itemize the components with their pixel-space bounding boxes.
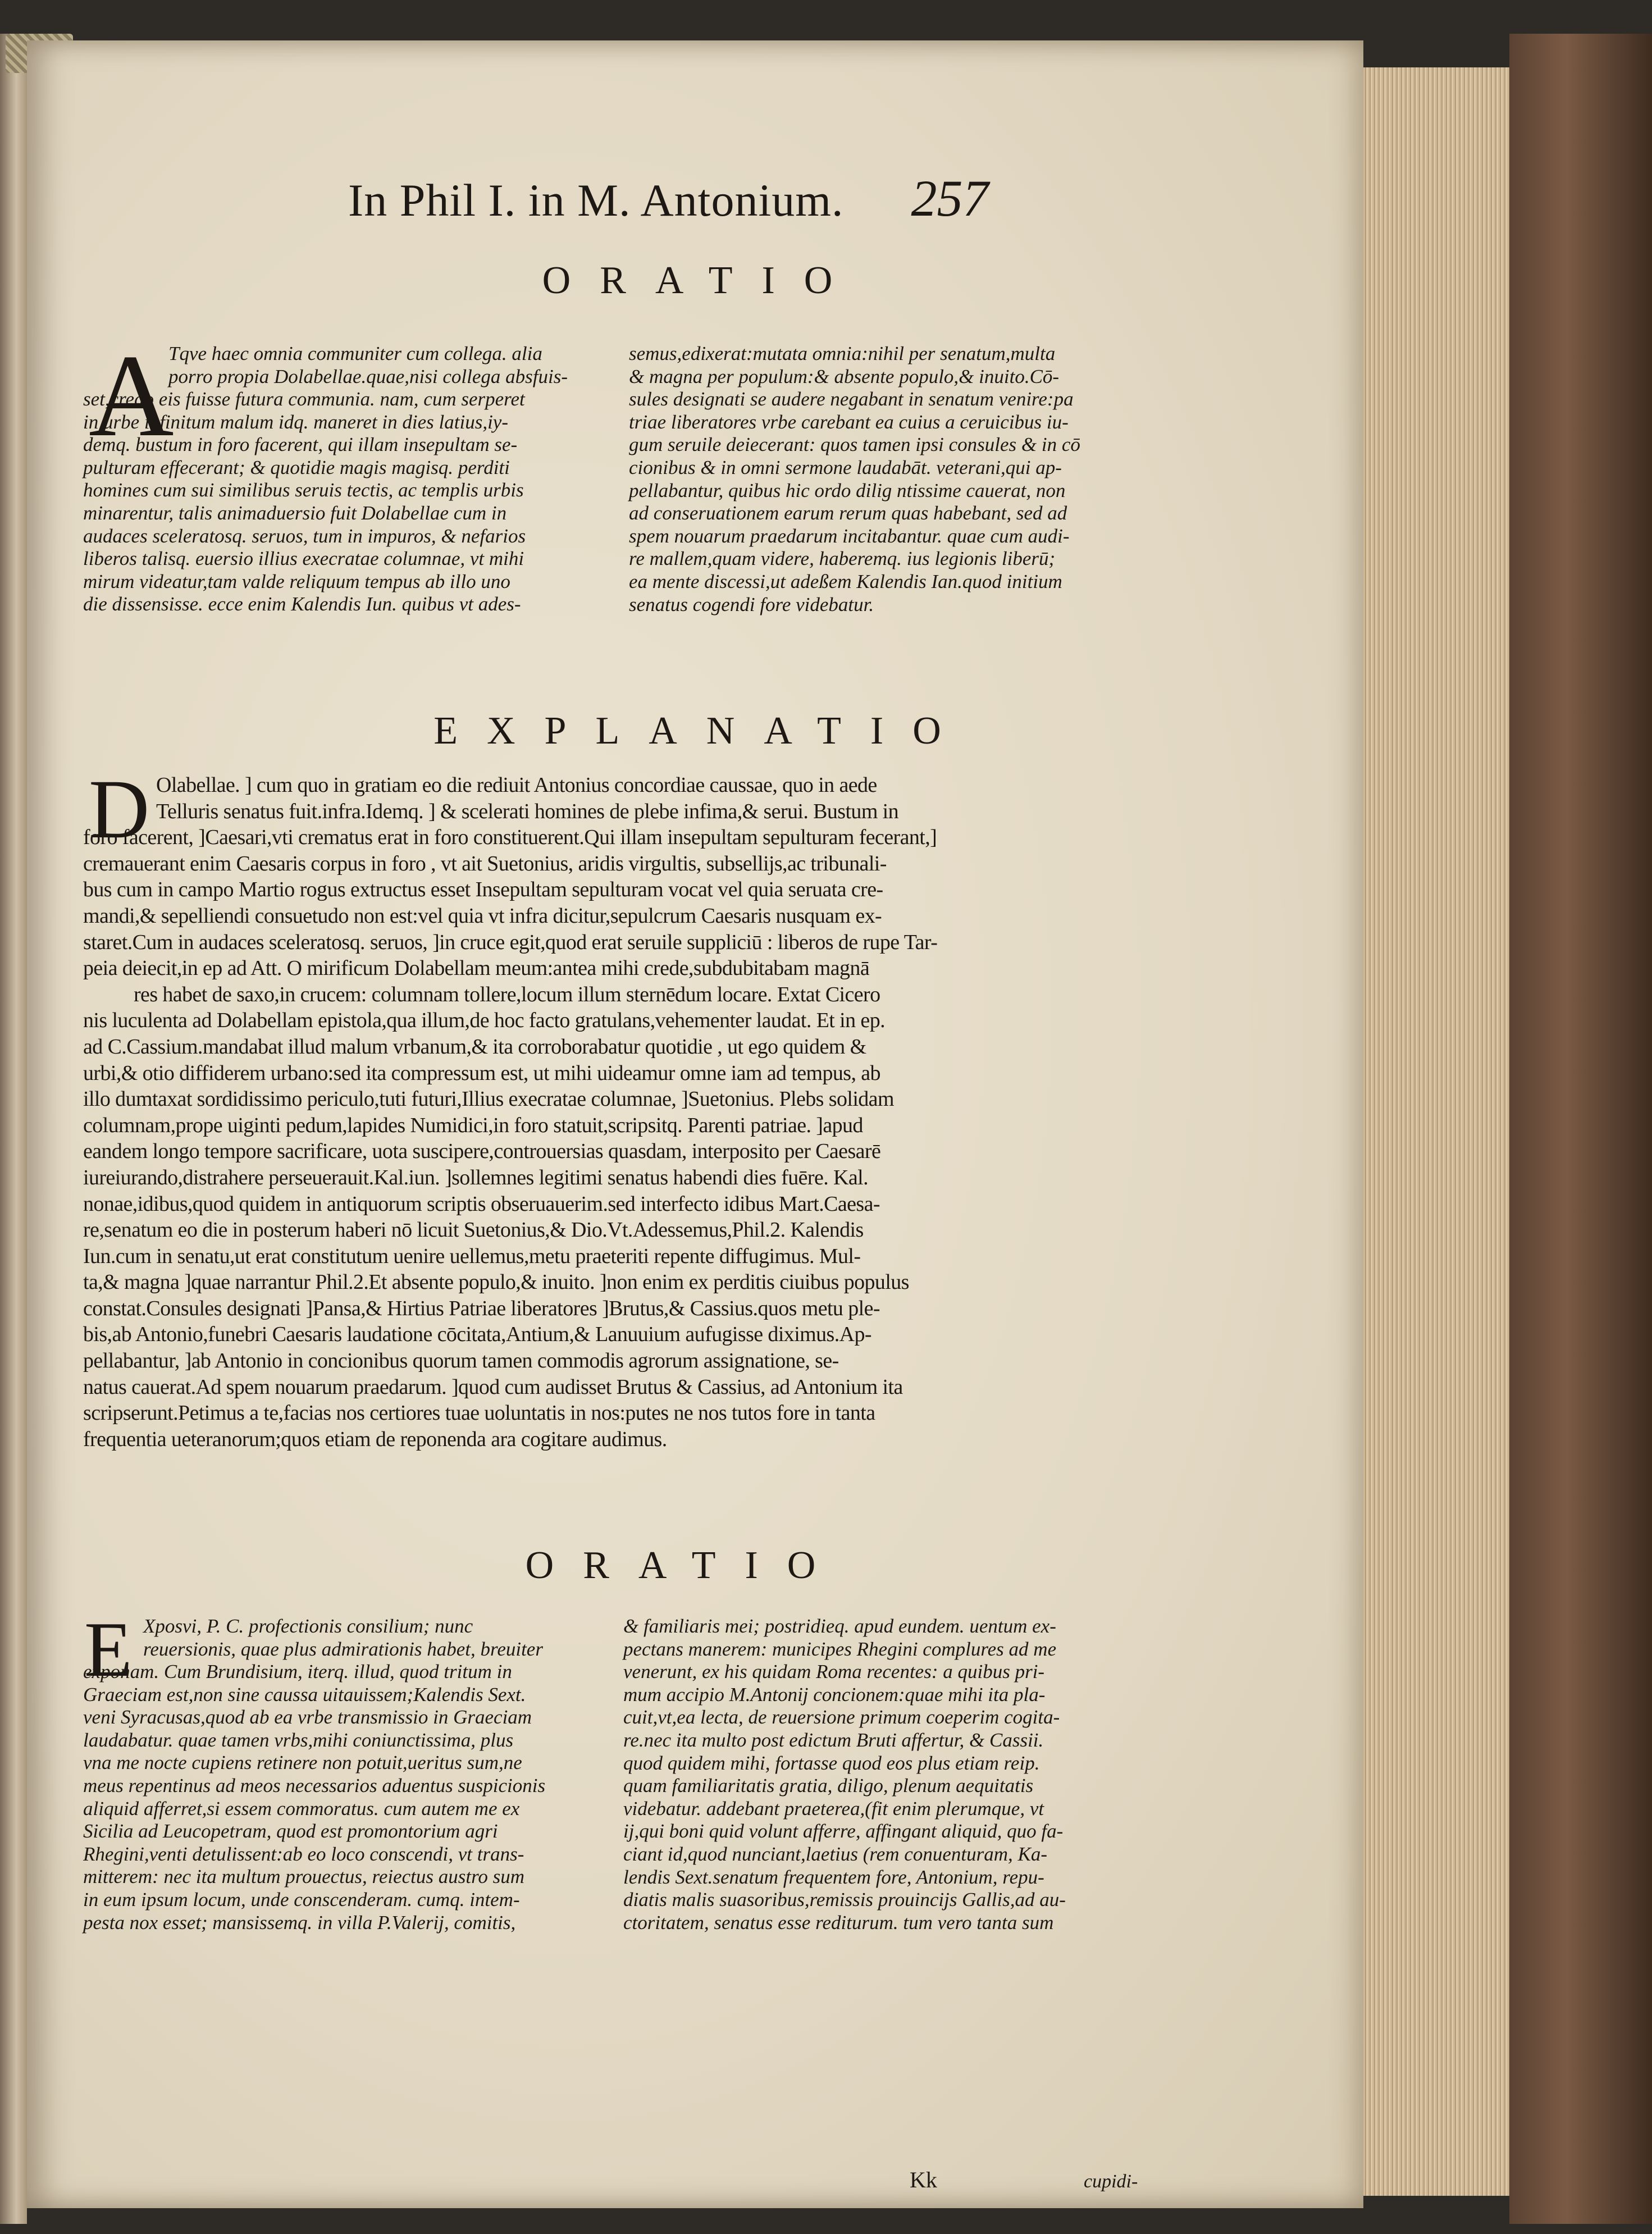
text-line: liberos talisq. euersio illius execratae columnae, vt mihi bbox=[83, 548, 524, 570]
text-line: laudabatur. quae tamen vrbs,mihi coniunctissima, plus bbox=[83, 1729, 514, 1751]
text-line: pectans manerem: municipes Rhegini complures ad me bbox=[623, 1638, 1057, 1660]
text-line: audaces sceleratosq. seruos, tum in impuros, & nefarios bbox=[83, 525, 526, 547]
text-line: illo dumtaxat sordidissimo periculo,tuti futuri,Illius execratae columnae, ]Suetonius. Plebs solidam bbox=[83, 1087, 894, 1111]
text-line: nis luculenta ad Dolabellam epistola,qua illum,de hoc facto gratulans,vehementer laudat. Et in ep. bbox=[83, 1009, 885, 1033]
text-line: pellabantur, quibus hic ordo dilig ntissime cauerat, non bbox=[629, 479, 1066, 501]
section-title-oratio-1: ORATIO bbox=[542, 259, 862, 302]
text-line: mirum videatur,tam valde reliquum tempus ab illo uno bbox=[83, 570, 510, 592]
text-line: frequentia ueteranorum;quos etiam de reponenda ara cogitare audimus. bbox=[83, 1427, 667, 1451]
text-line: in urbe infinitum malum idq. maneret in dies latius,iy- bbox=[83, 411, 508, 433]
text-line: mum accipio M.Antonij concionem:quae mihi ita pla- bbox=[623, 1683, 1046, 1706]
text-line: foro facerent, ]Caesari,vti crematus erat in foro constituerent.Qui illam insepultam sepulturam fecerant,] bbox=[83, 826, 937, 850]
section-title-explanatio: EXPLANATIO bbox=[433, 709, 970, 753]
text-line: re.nec ita multo post edictum Bruti affertur, & Cassii. bbox=[623, 1729, 1044, 1751]
text-line: semus,edixerat:mutata omnia:nihil per senatum,multa bbox=[629, 343, 1056, 364]
text-line: bis,ab Antonio,funebri Caesaris laudatione cōcitata,Antium,& Lanuuium aufugisse diximus.Ap- bbox=[83, 1323, 871, 1347]
text-line: ij,qui boni quid volunt afferre, affingant aliquid, quo fa- bbox=[623, 1820, 1064, 1843]
oratio-2-right-column bbox=[623, 1615, 1146, 1934]
text-line: res habet de saxo,in crucem: columnam tollere,locum illum sternēdum locare. Extat Cicero bbox=[134, 982, 880, 1006]
text-line: videbatur. addebant praeterea,(fit enim plerumque, vt bbox=[623, 1797, 1044, 1820]
oratio-1-left-column-cont bbox=[83, 388, 612, 616]
catchword: cupidi- bbox=[1084, 2171, 1138, 2192]
text-line: ctoritatem, senatus esse rediturum. tum vero tanta sum bbox=[623, 1911, 1054, 1934]
text-line: & magna per populum:& absente populo,& inuito.Cō- bbox=[629, 365, 1060, 387]
dropcap-e: E bbox=[84, 1606, 133, 1693]
text-line: ad C.Cassium.mandabat illud malum vrbanum,& ita corroborabatur quotidie , ut ego quidem & bbox=[83, 1034, 866, 1059]
text-line: peia deiecit,in ep ad Att. O mirificum Dolabellam meum:antea mihi crede,subdubitabam magnā bbox=[83, 956, 870, 981]
text-line: sules designati se audere negabant in senatum venire:pa bbox=[629, 388, 1074, 411]
text-line: diatis malis suasoribus,remissis prouincijs Gallis,ad au- bbox=[623, 1889, 1066, 1911]
running-title: In Phil I. in M. Antonium. bbox=[348, 175, 844, 226]
text-line: set,credo eis fuisse futura communia. nam, cum serperet bbox=[83, 388, 525, 410]
text-line: triae liberatores vrbe carebant ea cuius a ceruicibus iu- bbox=[629, 411, 1069, 433]
text-line: & familiaris mei; postridieq. apud eundem. uentum ex- bbox=[623, 1615, 1056, 1637]
text-line: mandi,& sepelliendi consuetudo non est:vel quia vt infra dicitur,sepulcrum Caesaris nusquam ex- bbox=[83, 904, 882, 928]
signature-mark: Kk bbox=[910, 2167, 937, 2192]
text-line: iureiurando,distrahere perseuerauit.Kal.iun. ]sollemnes legitimi senatus habendi dies fuēre. Kal. bbox=[83, 1165, 868, 1189]
text-line: quam familiaritatis gratia, diligo, plenum aequitatis bbox=[623, 1775, 1034, 1797]
text-line: nonae,idibus,quod quidem in antiquorum scriptis obseruauerim.sed interfecto idibus Mart.Caesa- bbox=[83, 1192, 880, 1216]
text-line: Telluris senatus fuit.infra.Idemq. ] & scelerati homines de plebe infima,& serui. Bustum in bbox=[156, 799, 899, 823]
section-title-oratio-2: ORATIO bbox=[525, 1544, 845, 1587]
text-line: lendis Sext.senatum frequentem fore, Antonium, repu- bbox=[623, 1866, 1044, 1888]
oratio-1-right-column bbox=[629, 343, 1146, 616]
text-line: spem nouarum praedarum incitabantur. quae cum audi- bbox=[629, 525, 1070, 547]
text-line: reuersionis, quae plus admirationis habet, breuiter bbox=[143, 1638, 543, 1660]
leather-cover-board bbox=[1509, 34, 1652, 2224]
text-line: pulturam effecerant; & quotidie magis magisq. perditi bbox=[83, 456, 510, 478]
text-line: meus repentinus ad meos necessarios aduentus suspicionis bbox=[83, 1774, 546, 1797]
text-line: scripserunt.Petimus a te,facias nos certiores tuae uoluntatis in nos:putes ne nos tutos fore in tanta bbox=[83, 1401, 875, 1425]
dropcap-d: D bbox=[89, 763, 150, 856]
text-line: homines cum sui similibus seruis tectis, ac templis urbis bbox=[83, 479, 524, 501]
text-line: Sicilia ad Leucopetram, quod est promontorium agri bbox=[83, 1820, 498, 1843]
text-line: pellabantur, ]ab Antonio in concionibus quorum tamen commodis agrorum assignatione, se- bbox=[83, 1349, 839, 1373]
page-fore-edge bbox=[1363, 67, 1509, 2196]
text-line: ciant id,quod nunciant,laetius (rem conuenturam, Ka- bbox=[623, 1843, 1047, 1865]
text-line: venerunt, ex his quidam Roma recentes: a quibus pri- bbox=[623, 1661, 1045, 1683]
text-line: Tqve haec omnia communiter cum collega. alia bbox=[168, 343, 542, 364]
text-line: re,senatum eo die in posterum haberi nō licuit Suetonius,& Dio.Vt.Adessemus,Phil.2. Kalendis bbox=[83, 1218, 864, 1242]
oratio-2-left-column bbox=[143, 1615, 615, 1661]
text-line: ta,& magna ]quae narrantur Phil.2.Et absente populo,& inuito. ]non enim ex perditis ciuibus populus bbox=[83, 1270, 909, 1294]
text-line: re mallem,quam videre, haberemq. ius legionis liberū; bbox=[629, 548, 1056, 570]
text-line: ea mente discessi,ut adeßem Kalendis Ian.quod initium bbox=[629, 570, 1062, 592]
text-line: Graeciam est,non sine caussa uitauissem;Kalendis Sext. bbox=[83, 1683, 526, 1706]
text-line: bus cum in campo Martio rogus extructus esset Insepultam sepulturam vocat vel quia seruata cre- bbox=[83, 878, 883, 902]
text-line: gum seruile deiecerant: quos tamen ipsi consules & in cō bbox=[629, 434, 1080, 456]
page-number: 257 bbox=[911, 170, 989, 227]
text-line: cremauerant enim Caesaris corpus in foro , vt ait Suetonius, aridis virgultis, subsellijs,ac tribunali- bbox=[83, 851, 887, 876]
text-line: cionibus & in omni sermone laudabāt. veterani,qui ap- bbox=[629, 456, 1062, 478]
text-line: columnam,prope uiginti pedum,lapides Numidici,in foro statuit,scripsitq. Parenti patriae. ]apud bbox=[83, 1113, 863, 1137]
text-line: natus cauerat.Ad spem nouarum praedarum. ]quod cum audisset Brutus & Cassius, ad Antonium ita bbox=[83, 1375, 903, 1399]
text-line: vna me nocte cupiens retinere non potuit,ueritus sum,ne bbox=[83, 1752, 522, 1774]
oratio-2-left-column-cont bbox=[83, 1661, 615, 1934]
text-line: urbi,& otio diffiderem urbano:sed ita compressum est, ut mihi uideamur omne iam ad tempus, ab bbox=[83, 1061, 880, 1085]
text-line: die dissensisse. ecce enim Kalendis Iun. quibus vt ades- bbox=[83, 593, 521, 616]
text-line: exponam. Cum Brundisium, iterq. illud, quod tritum in bbox=[83, 1661, 512, 1683]
text-line: cuit,vt,ea lecta, de reuersione primum coeperim cogita- bbox=[623, 1706, 1060, 1729]
text-line: senatus cogendi fore videbatur. bbox=[629, 593, 874, 616]
explanatio-body bbox=[83, 772, 1139, 1452]
text-line: Rhegini,venti detulissent:ab eo loco conscendi, vt trans- bbox=[83, 1843, 524, 1865]
text-line: eandem longo tempore sacrificare, uota suscipere,controuersias quasdam, interposito per Caesarē bbox=[83, 1139, 881, 1164]
dropcap-a: A bbox=[89, 331, 174, 461]
text-line: porro propia Dolabellae.quae,nisi collega absfuis- bbox=[168, 365, 568, 387]
text-line: constat.Consules designati ]Pansa,& Hirtius Patriae liberatores ]Brutus,& Cassius.quos metu ple- bbox=[83, 1296, 880, 1320]
text-line: demq. bustum in foro facerent, qui illam insepultam se- bbox=[83, 434, 518, 456]
text-line: mitterem: nec ita multum prouectus, reiectus austro sum bbox=[83, 1866, 525, 1888]
text-line: ad conseruationem earum rerum quas habebant, sed ad bbox=[629, 502, 1067, 525]
text-line: quod quidem mihi, fortasse quod eos plus etiam reip. bbox=[623, 1752, 1040, 1774]
text-line: Iun.cum in senatu,ut erat constitutum uenire uellemus,metu praeteriti repente diffugimus. Mul- bbox=[83, 1244, 861, 1268]
previous-page-edge bbox=[0, 34, 27, 2224]
text-line: pesta nox esset; mansissemq. in villa P.Valerij, comitis, bbox=[83, 1911, 516, 1934]
oratio-1-left-column bbox=[168, 343, 612, 388]
text-line: aliquid afferret,si essem commoratus. cum autem me ex bbox=[83, 1797, 520, 1820]
text-line: veni Syracusas,quod ab ea vrbe transmissio in Graeciam bbox=[83, 1706, 532, 1729]
text-line: in eum ipsum locum, unde conscenderam. cumq. intem- bbox=[83, 1888, 520, 1911]
text-line: Olabellae. ] cum quo in gratiam eo die rediuit Antonius concordiae caussae, quo in aede bbox=[156, 773, 877, 797]
text-line: minarentur, talis animaduersio fuit Dolabellae cum in bbox=[83, 501, 507, 524]
page-header bbox=[348, 168, 1134, 241]
text-line: Xposvi, P. C. profectionis consilium; nunc bbox=[143, 1615, 473, 1637]
text-line: staret.Cum in audaces sceleratosq. seruos, ]in cruce egit,quod erat seruile suppliciū : liberos de rupe Tar- bbox=[83, 930, 938, 954]
